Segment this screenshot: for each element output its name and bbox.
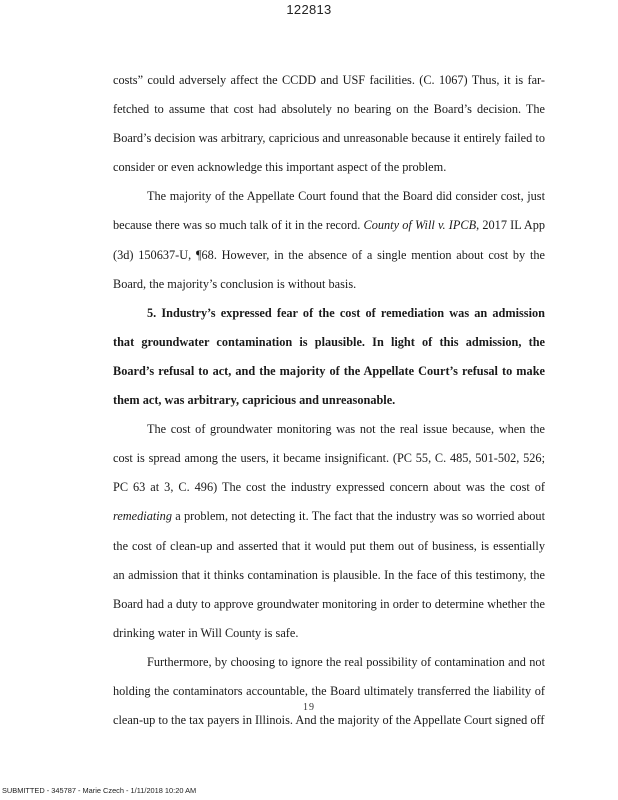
submission-stamp: SUBMITTED - 345787 - Marie Czech - 1/11/2018 10:20 AM bbox=[2, 786, 197, 795]
paragraph-majority-finding bbox=[113, 182, 545, 298]
paragraph-cost-continuation: costs” could adversely affect the CCDD and USF facilities. (C. 1067) Thus, it is far-fetched to assume that cost had absolutely no bearing on the Board’s decision. The Board’s decision was arbitrary, capricious and unreasonable because it entirely failed to consider or even acknowledge this important aspect of the problem. bbox=[113, 73, 545, 175]
paragraph-text: , 2017 IL App (3d) 150637-U, ¶68. However, in the absence of a single mention about cost by the Board, the majority’s conclusion is without basis. bbox=[113, 218, 545, 291]
document-body bbox=[113, 66, 545, 735]
paragraph-liability: Furthermore, by choosing to ignore the real possibility of contamination and not holding the contaminators accountable, the Board ultimately transferred the liability of clean-up to the tax payers in Illinois. And the majority of the Appellate Court signed off bbox=[113, 654, 545, 728]
section-heading: 5. Industry’s expressed fear of the cost of remediation was an admission that groundwater contamination is plausible. In light of this admission, the Board’s refusal to act, and the majority of the Appellate Court’s refusal to make them act, was arbitrary, capricious and unreasonable. bbox=[113, 305, 545, 408]
case-citation: County of Will v. IPCB bbox=[363, 218, 477, 233]
emphasized-word: remediating bbox=[113, 509, 172, 524]
document-number: 122813 bbox=[286, 2, 332, 17]
page-number: 19 bbox=[303, 702, 315, 713]
paragraph-monitoring-cost bbox=[113, 415, 545, 648]
paragraph-text: The cost of groundwater monitoring was not the real issue because, when the cost is spread among the users, it became insignificant. (PC 55, C. 485, 501-502, 526; PC 63 at 3, C. 496) The cost the industry expressed concern about was the cost of bbox=[113, 422, 545, 495]
paragraph-text: a problem, not detecting it. The fact that the industry was so worried about the cost of clean-up and asserted that it would put them out of business, is essentially an admission that it thinks contamination is plausible. In the face of this testimony, the Board had a duty to approve groundwater monitoring in order to determine whether the drinking water in Will County is safe. bbox=[113, 509, 545, 640]
paragraph-text: The majority of the Appellate Court found that the Board did consider cost, just because there was so much talk of it in the record. bbox=[113, 189, 545, 233]
